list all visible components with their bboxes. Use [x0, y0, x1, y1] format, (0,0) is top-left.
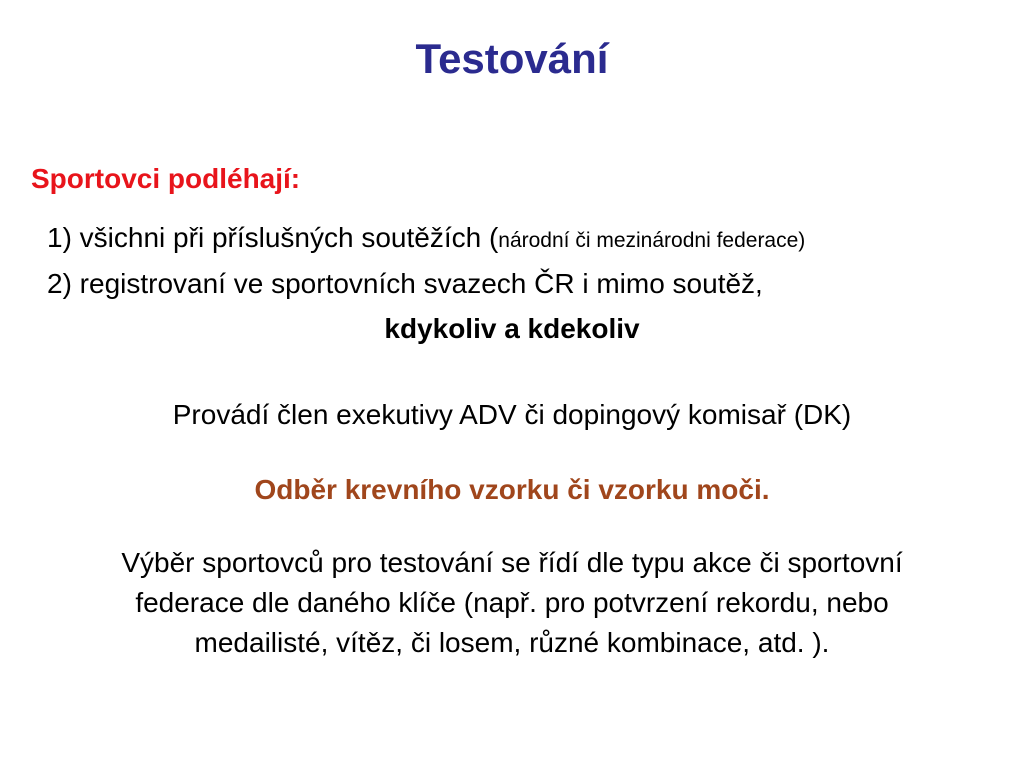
performer-text: Provádí člen exekutivy ADV či dopingový komisař (DK) [172, 399, 852, 430]
list-item-1-main: 1) všichni při příslušných soutěžích ( [47, 222, 499, 253]
list-item-1-small: národní či mezinárodni federace) [498, 229, 806, 252]
selection-line-1: Výběr sportovců pro testování se řídí dle typu akce či sportovní [121, 547, 903, 578]
list-item-1 [47, 221, 805, 255]
subheading: Sportovci podléhají: [31, 163, 301, 194]
selection-line-2: federace dle daného klíče (např. pro potvrzení rekordu, nebo [135, 587, 889, 618]
selection-line-3: medailisté, vítěz, či losem, různé kombinace, atd. ). [194, 627, 830, 658]
selection-paragraph [12, 543, 1012, 663]
sample-text: Odběr krevního vzorku či vzorku moči. [254, 474, 770, 505]
slide-title: Testování [415, 35, 609, 82]
list-item-2: 2) registrovaní ve sportovních svazech ČR i mimo soutěž, [47, 268, 763, 299]
list-item-2-emphasis: kdykoliv a kdekoliv [384, 313, 640, 344]
